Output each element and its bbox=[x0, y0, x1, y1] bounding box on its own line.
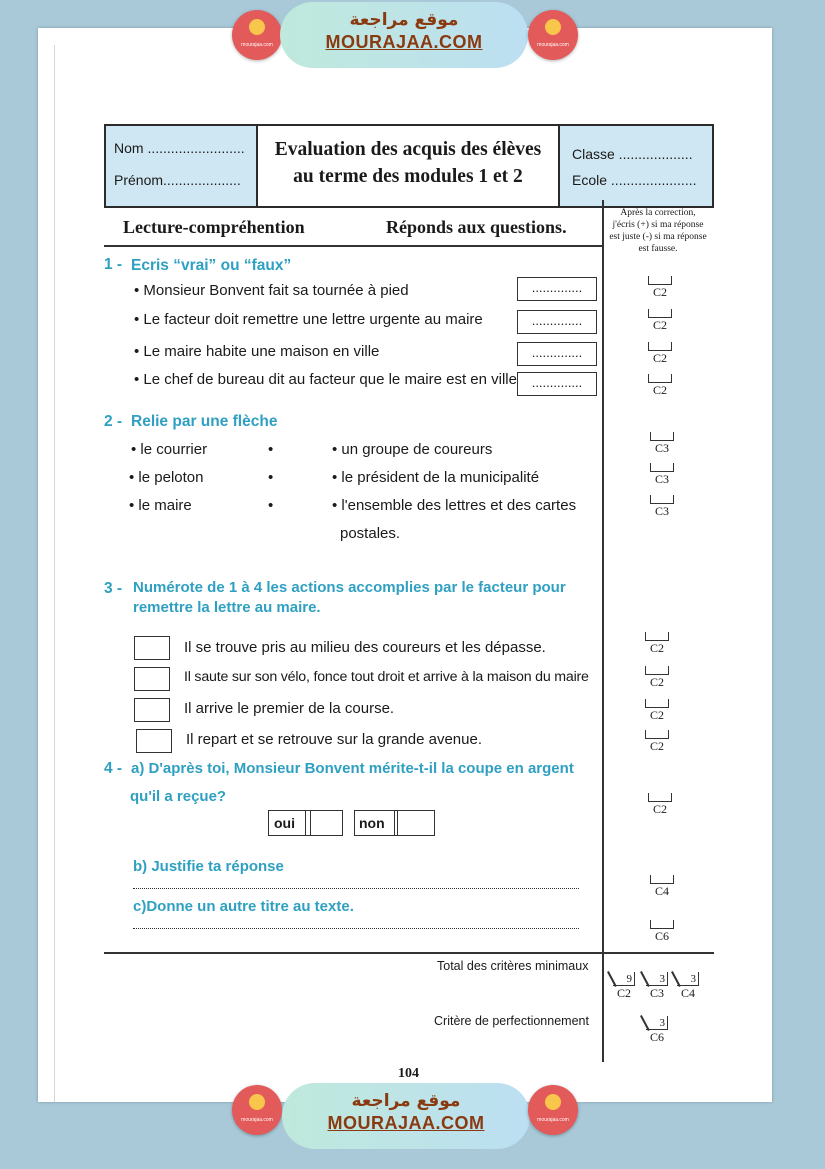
score-c6: 3 C6 bbox=[643, 1016, 671, 1045]
header-table bbox=[104, 124, 714, 208]
q2-dot[interactable]: • bbox=[268, 497, 274, 514]
criterion-mark[interactable]: C2 bbox=[640, 699, 674, 723]
q1-number: 1 - bbox=[104, 256, 123, 273]
perfect-criteria-label: Critère de perfectionnement bbox=[434, 1014, 589, 1028]
page-margin-line bbox=[54, 45, 55, 1102]
q3-action: Il arrive le premier de la course. bbox=[184, 700, 395, 717]
logo-sun-icon bbox=[545, 19, 561, 35]
site-logo-right[interactable]: mourajaa.com bbox=[528, 1085, 578, 1135]
section-title: Lecture-compréhention bbox=[123, 217, 305, 237]
nom-field[interactable]: Nom ......................... bbox=[114, 140, 245, 156]
q4c-answer-line[interactable] bbox=[133, 927, 579, 929]
q2-left-item[interactable]: • le courrier bbox=[131, 441, 208, 458]
q4b-answer-line[interactable] bbox=[133, 887, 579, 889]
q3-number-box[interactable] bbox=[134, 698, 170, 722]
classe-field[interactable]: Classe ................... bbox=[572, 146, 693, 162]
site-banner-bottom[interactable] bbox=[282, 1083, 530, 1149]
criterion-mark[interactable]: C2 bbox=[640, 666, 674, 690]
q2-left-item[interactable]: • le maire bbox=[129, 497, 192, 514]
q1-title: Ecris “vrai” ou “faux” bbox=[131, 257, 292, 274]
criterion-mark[interactable]: C3 bbox=[645, 432, 679, 456]
criterion-mark[interactable]: C2 bbox=[643, 276, 677, 300]
site-logo-left[interactable]: mourajaa.com bbox=[232, 10, 282, 60]
criterion-mark[interactable]: C2 bbox=[640, 730, 674, 754]
site-name-arabic: موقع مراجعة bbox=[349, 10, 459, 30]
q2-right-item[interactable]: • un groupe de coureurs bbox=[332, 441, 493, 458]
q4a-question: a) D'après toi, Monsieur Bonvent mérite-t-il la coupe en argent bbox=[131, 760, 574, 777]
q1-item: • Le chef de bureau dit au facteur que le maire est en ville bbox=[134, 371, 517, 388]
q2-right-item-cont: postales. bbox=[340, 525, 401, 542]
q1-answer-box[interactable]: .............. bbox=[517, 310, 597, 334]
q2-dot[interactable]: • bbox=[268, 441, 274, 458]
q1-item: • Le facteur doit remettre une lettre urgente au maire bbox=[134, 311, 483, 328]
oui-label: oui bbox=[268, 810, 311, 836]
site-link[interactable]: MOURAJAA.COM bbox=[325, 32, 483, 52]
criterion-mark[interactable]: C3 bbox=[645, 495, 679, 519]
q1-item: • Monsieur Bonvent fait sa tournée à pied bbox=[134, 282, 409, 299]
criterion-mark[interactable]: C2 bbox=[643, 793, 677, 817]
site-link[interactable]: MOURAJAA.COM bbox=[327, 1113, 485, 1133]
site-banner-top[interactable] bbox=[280, 2, 528, 68]
criterion-mark[interactable]: C2 bbox=[643, 309, 677, 333]
q1-answer-box[interactable]: .............. bbox=[517, 342, 597, 366]
criterion-mark[interactable]: C2 bbox=[643, 374, 677, 398]
evaluation-title: Evaluation des acquis des élèves au terme des modules 1 et 2 bbox=[258, 126, 560, 206]
non-label: non bbox=[354, 810, 398, 836]
site-logo-left[interactable]: mourajaa.com bbox=[232, 1085, 282, 1135]
q2-dot[interactable]: • bbox=[268, 469, 274, 486]
logo-sun-icon bbox=[545, 1094, 561, 1110]
q1-answer-box[interactable]: .............. bbox=[517, 372, 597, 396]
q2-right-item[interactable]: • l'ensemble des lettres et des cartes bbox=[332, 497, 577, 514]
q4c-question: c)Donne un autre titre au texte. bbox=[133, 898, 354, 915]
criterion-mark[interactable]: C2 bbox=[640, 632, 674, 656]
oui-checkbox[interactable] bbox=[305, 810, 343, 836]
non-checkbox[interactable] bbox=[394, 810, 435, 836]
q4a-question-cont: qu'il a reçue? bbox=[130, 788, 227, 805]
q3-number: 3 - bbox=[104, 580, 123, 597]
q2-title: Relie par une flèche bbox=[131, 413, 278, 430]
q3-number-box[interactable] bbox=[134, 667, 170, 691]
totals-divider bbox=[104, 952, 714, 954]
q1-item: • Le maire habite une maison en ville bbox=[134, 343, 380, 360]
section-divider bbox=[104, 245, 602, 247]
q2-left-item[interactable]: • le peloton bbox=[129, 469, 204, 486]
correction-note: Après la correction, j'écris (+) si ma réponse est juste (-) si ma réponse est fausse. bbox=[609, 208, 707, 254]
q1-answer-box[interactable]: .............. bbox=[517, 277, 597, 301]
criterion-mark[interactable]: C2 bbox=[643, 342, 677, 366]
score-c2: 9 C2 bbox=[610, 972, 638, 1001]
q3-action: Il saute sur son vélo, fonce tout droit et arrive à la maison du maire bbox=[184, 669, 589, 685]
criterion-mark[interactable]: C3 bbox=[645, 463, 679, 487]
score-c4: 3 C4 bbox=[674, 972, 702, 1001]
page-number: 104 bbox=[398, 1066, 419, 1081]
q3-action: Il repart et se retrouve sur la grande avenue. bbox=[186, 731, 483, 748]
q3-number-box[interactable] bbox=[136, 729, 172, 753]
score-c3: 3 C3 bbox=[643, 972, 671, 1001]
q2-number: 2 - bbox=[104, 413, 123, 430]
q3-number-box[interactable] bbox=[134, 636, 170, 660]
site-logo-right[interactable]: mourajaa.com bbox=[528, 10, 578, 60]
q3-action: Il se trouve pris au milieu des coureurs et les dépasse. bbox=[184, 639, 546, 656]
minimal-criteria-label: Total des critères minimaux bbox=[437, 959, 589, 973]
section-instruction: Réponds aux questions. bbox=[386, 217, 567, 237]
q4-number: 4 - bbox=[104, 760, 123, 777]
criterion-mark[interactable]: C6 bbox=[645, 920, 679, 944]
q3-title-cont: remettre la lettre au maire. bbox=[133, 599, 321, 616]
prenom-field[interactable]: Prénom.................... bbox=[114, 172, 241, 188]
ecole-field[interactable]: Ecole ...................... bbox=[572, 172, 697, 188]
site-name-arabic: موقع مراجعة bbox=[351, 1091, 461, 1111]
q4b-question: b) Justifie ta réponse bbox=[133, 858, 284, 875]
criterion-mark[interactable]: C4 bbox=[645, 875, 679, 899]
criteria-column-line bbox=[602, 200, 604, 1062]
q3-title: Numérote de 1 à 4 les actions accomplies par le facteur pour bbox=[133, 579, 566, 596]
logo-sun-icon bbox=[249, 19, 265, 35]
logo-sun-icon bbox=[249, 1094, 265, 1110]
q2-right-item[interactable]: • le président de la municipalité bbox=[332, 469, 540, 486]
